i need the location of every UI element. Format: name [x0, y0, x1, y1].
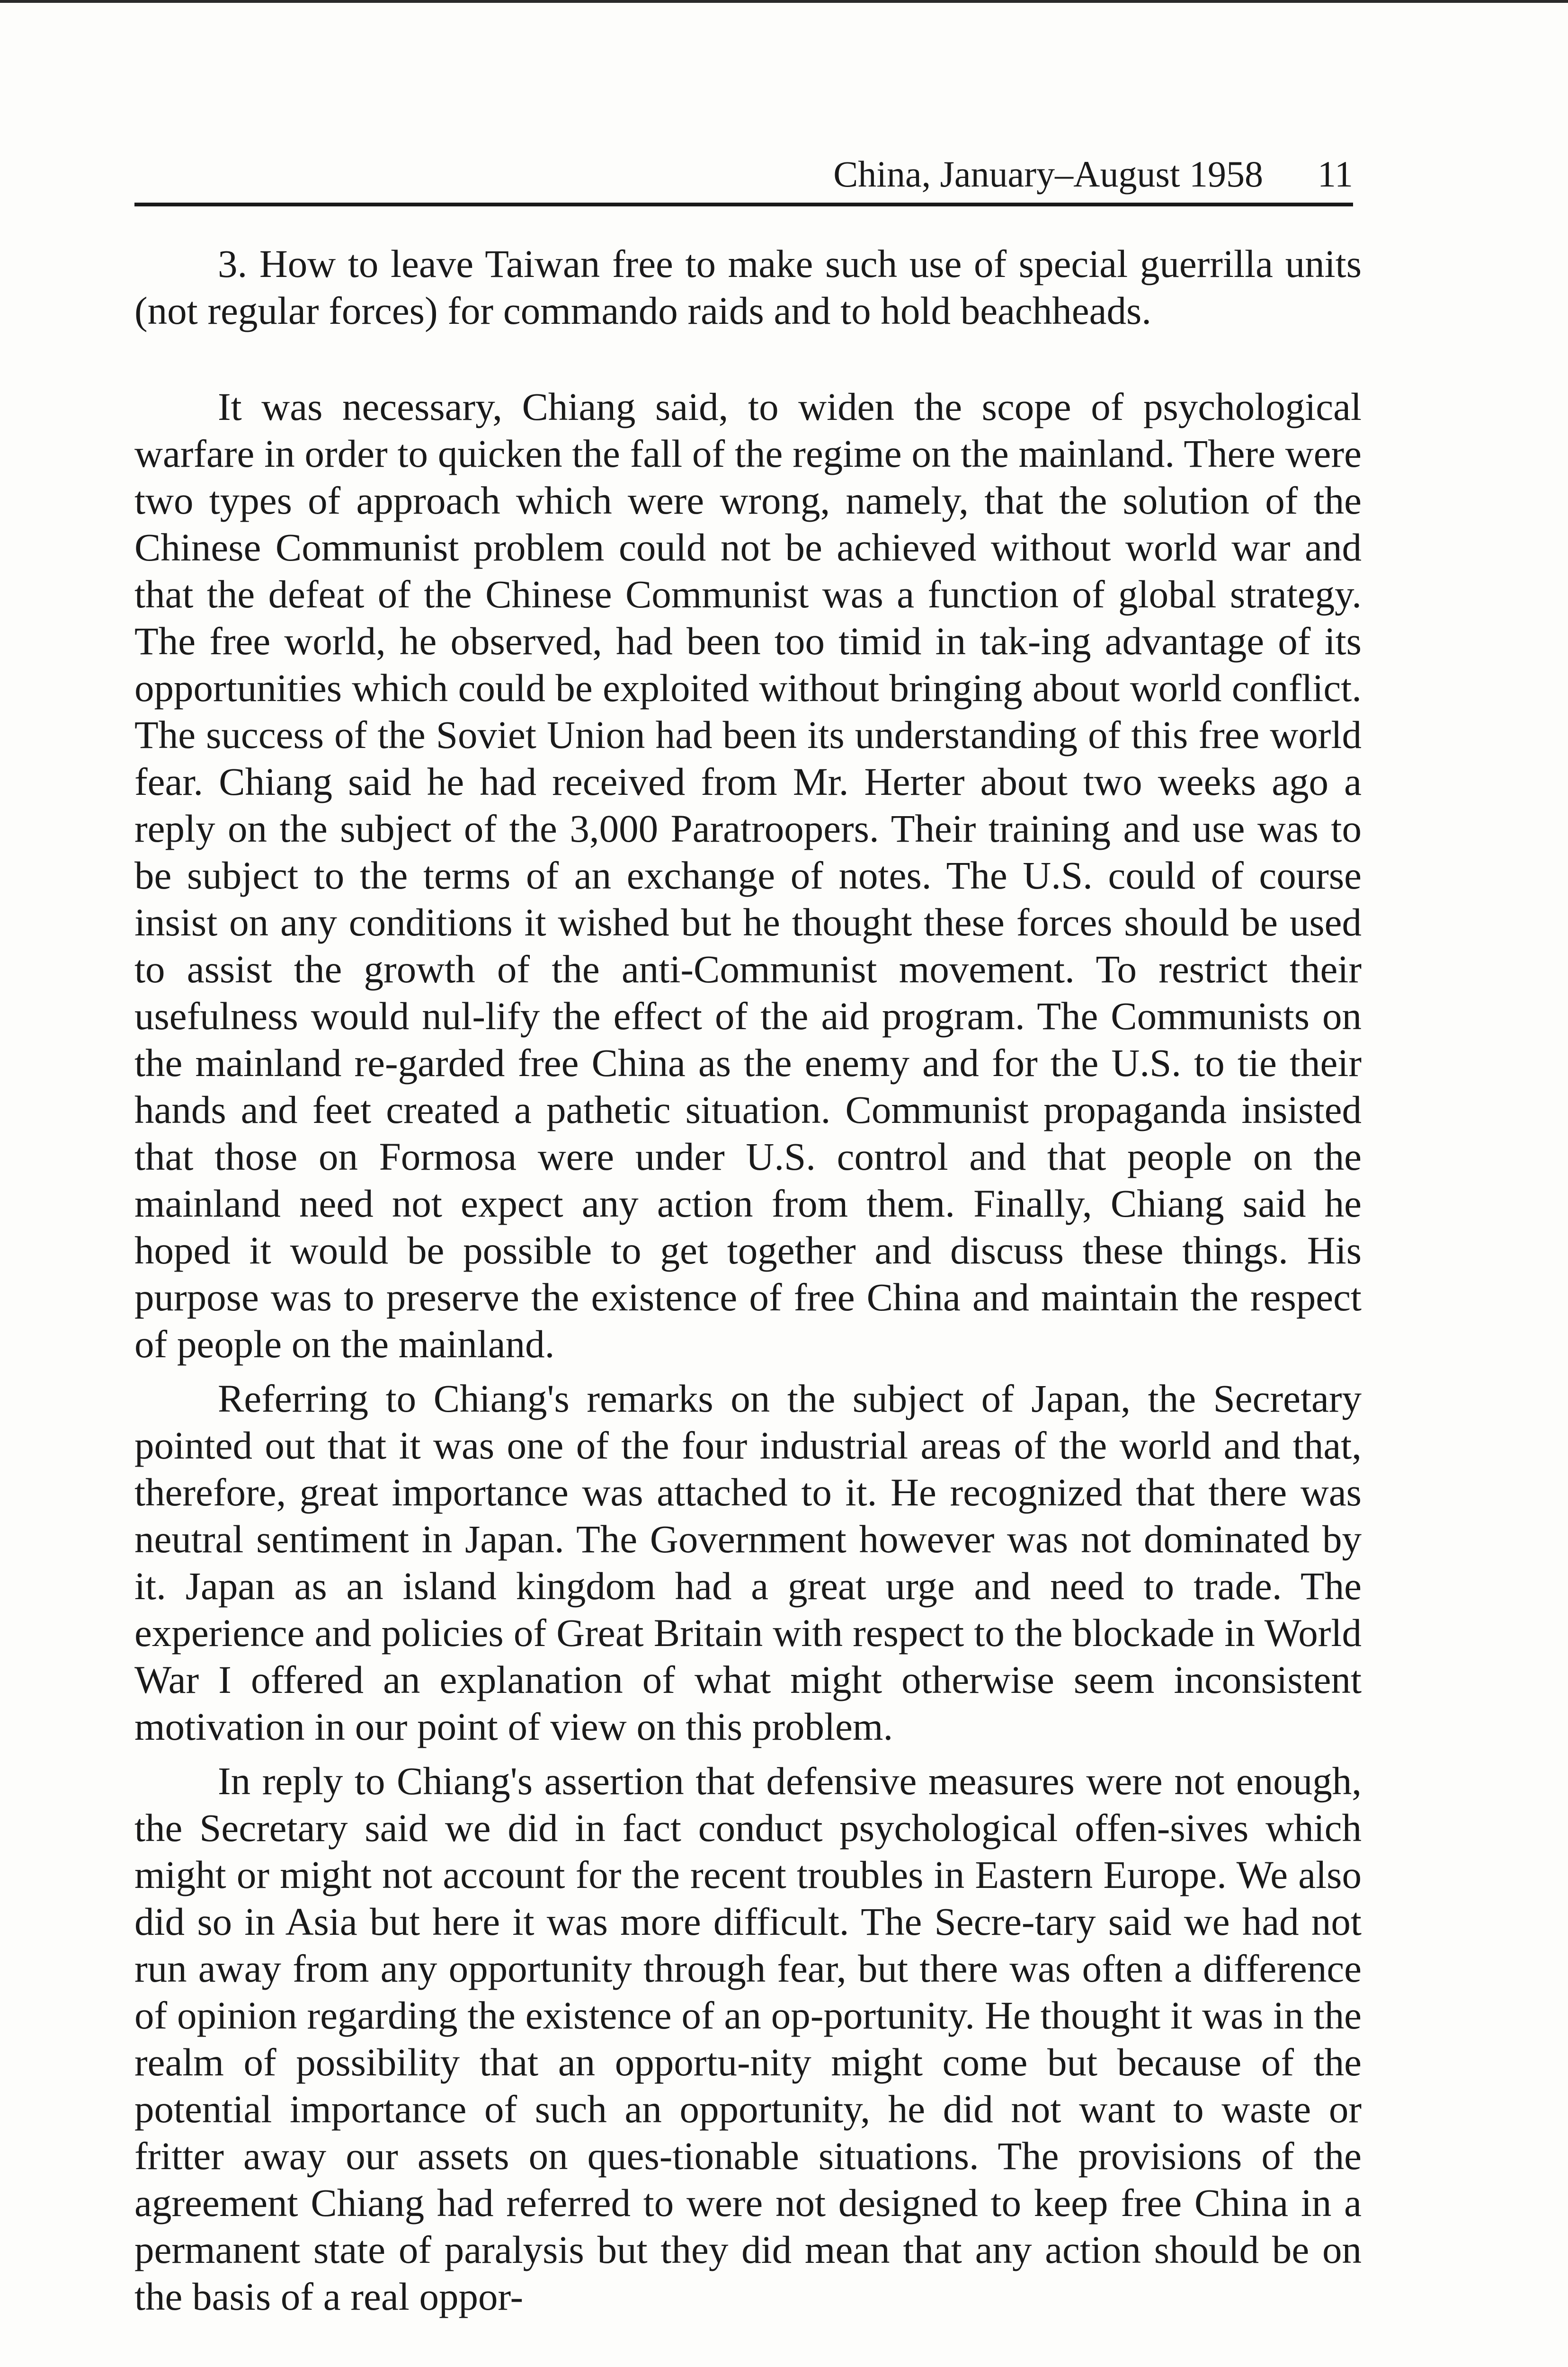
header-rule [134, 203, 1353, 206]
paragraph: It was necessary, Chiang said, to widen the scope of psychological warfare in order to quicken the fall of the regime on the mainland. There were two types of approach which were wrong, namely, that the solution of the Chinese Communist problem could not be achieved without world war and that the defeat of the Chinese Communist was a function of global strategy. The free world, he observed, had been too timid in tak-ing advantage of its opportunities which could be exploited without bringing about world conflict. The success of the Soviet Union had been its understanding of this free world fear. Chiang said he had received from Mr. Herter about two weeks ago a reply on the subject of the 3,000 Paratroopers. Their training and use was to be subject to the terms of an exchange of notes. The U.S. could of course insist on any conditions it wished but he thought these forces should be used to assist the growth of the anti-Communist movement. To restrict their usefulness would nul-lify the effect of the aid program. The Communists on the mainland re-garded free China as the enemy and for the U.S. to tie their hands and feet created a pathetic situation. Communist propaganda insisted that those on Formosa were under U.S. control and that people on the mainland need not expect any action from them. Finally, Chiang said he hoped it would be possible to get together and discuss these things. His purpose was to preserve the existence of free China and maintain the respect of people on the mainland. [134, 385, 1362, 1366]
running-title: China, January–August 1958 [833, 153, 1263, 195]
running-header [134, 147, 1353, 204]
paragraph: In reply to Chiang's assertion that defensive measures were not enough, the Secretary said we did in fact conduct psychological offen-sives which might or might not account for the recent troubles in Eastern Europe. We also did so in Asia but here it was more difficult. The Secre-tary said we had not run away from any opportunity through fear, but there was often a difference of opinion regarding the existence of an op-portunity. He thought it was in the realm of possibility that an opportu-nity might come but because of the potential importance of such an opportunity, he did not want to waste or fritter away our assets on ques-tionable situations. The provisions of the agreement Chiang had referred to were not designed to keep free China in a permanent state of paralysis but they did mean that any action should be on the basis of a real oppor- [134, 1759, 1362, 2318]
list-item-3: 3. How to leave Taiwan free to make such use of special guerrilla units (not regular forces) for commando raids and to hold beachheads. [134, 242, 1362, 332]
paragraph: Referring to Chiang's remarks on the subject of Japan, the Secretary pointed out that it was one of the four industrial areas of the world and that, therefore, great importance was attached to it. He recognized that there was neutral sentiment in Japan. The Government however was not dominated by it. Japan as an island kingdom had a great urge and need to trade. The experience and policies of Great Britain with respect to the blockade in World War I offered an explanation of what might otherwise seem inconsistent motivation in our point of view on this problem. [134, 1377, 1362, 1748]
scan-top-edge [0, 0, 1568, 3]
body-text [134, 240, 1362, 2320]
page-number: 11 [1317, 153, 1353, 195]
